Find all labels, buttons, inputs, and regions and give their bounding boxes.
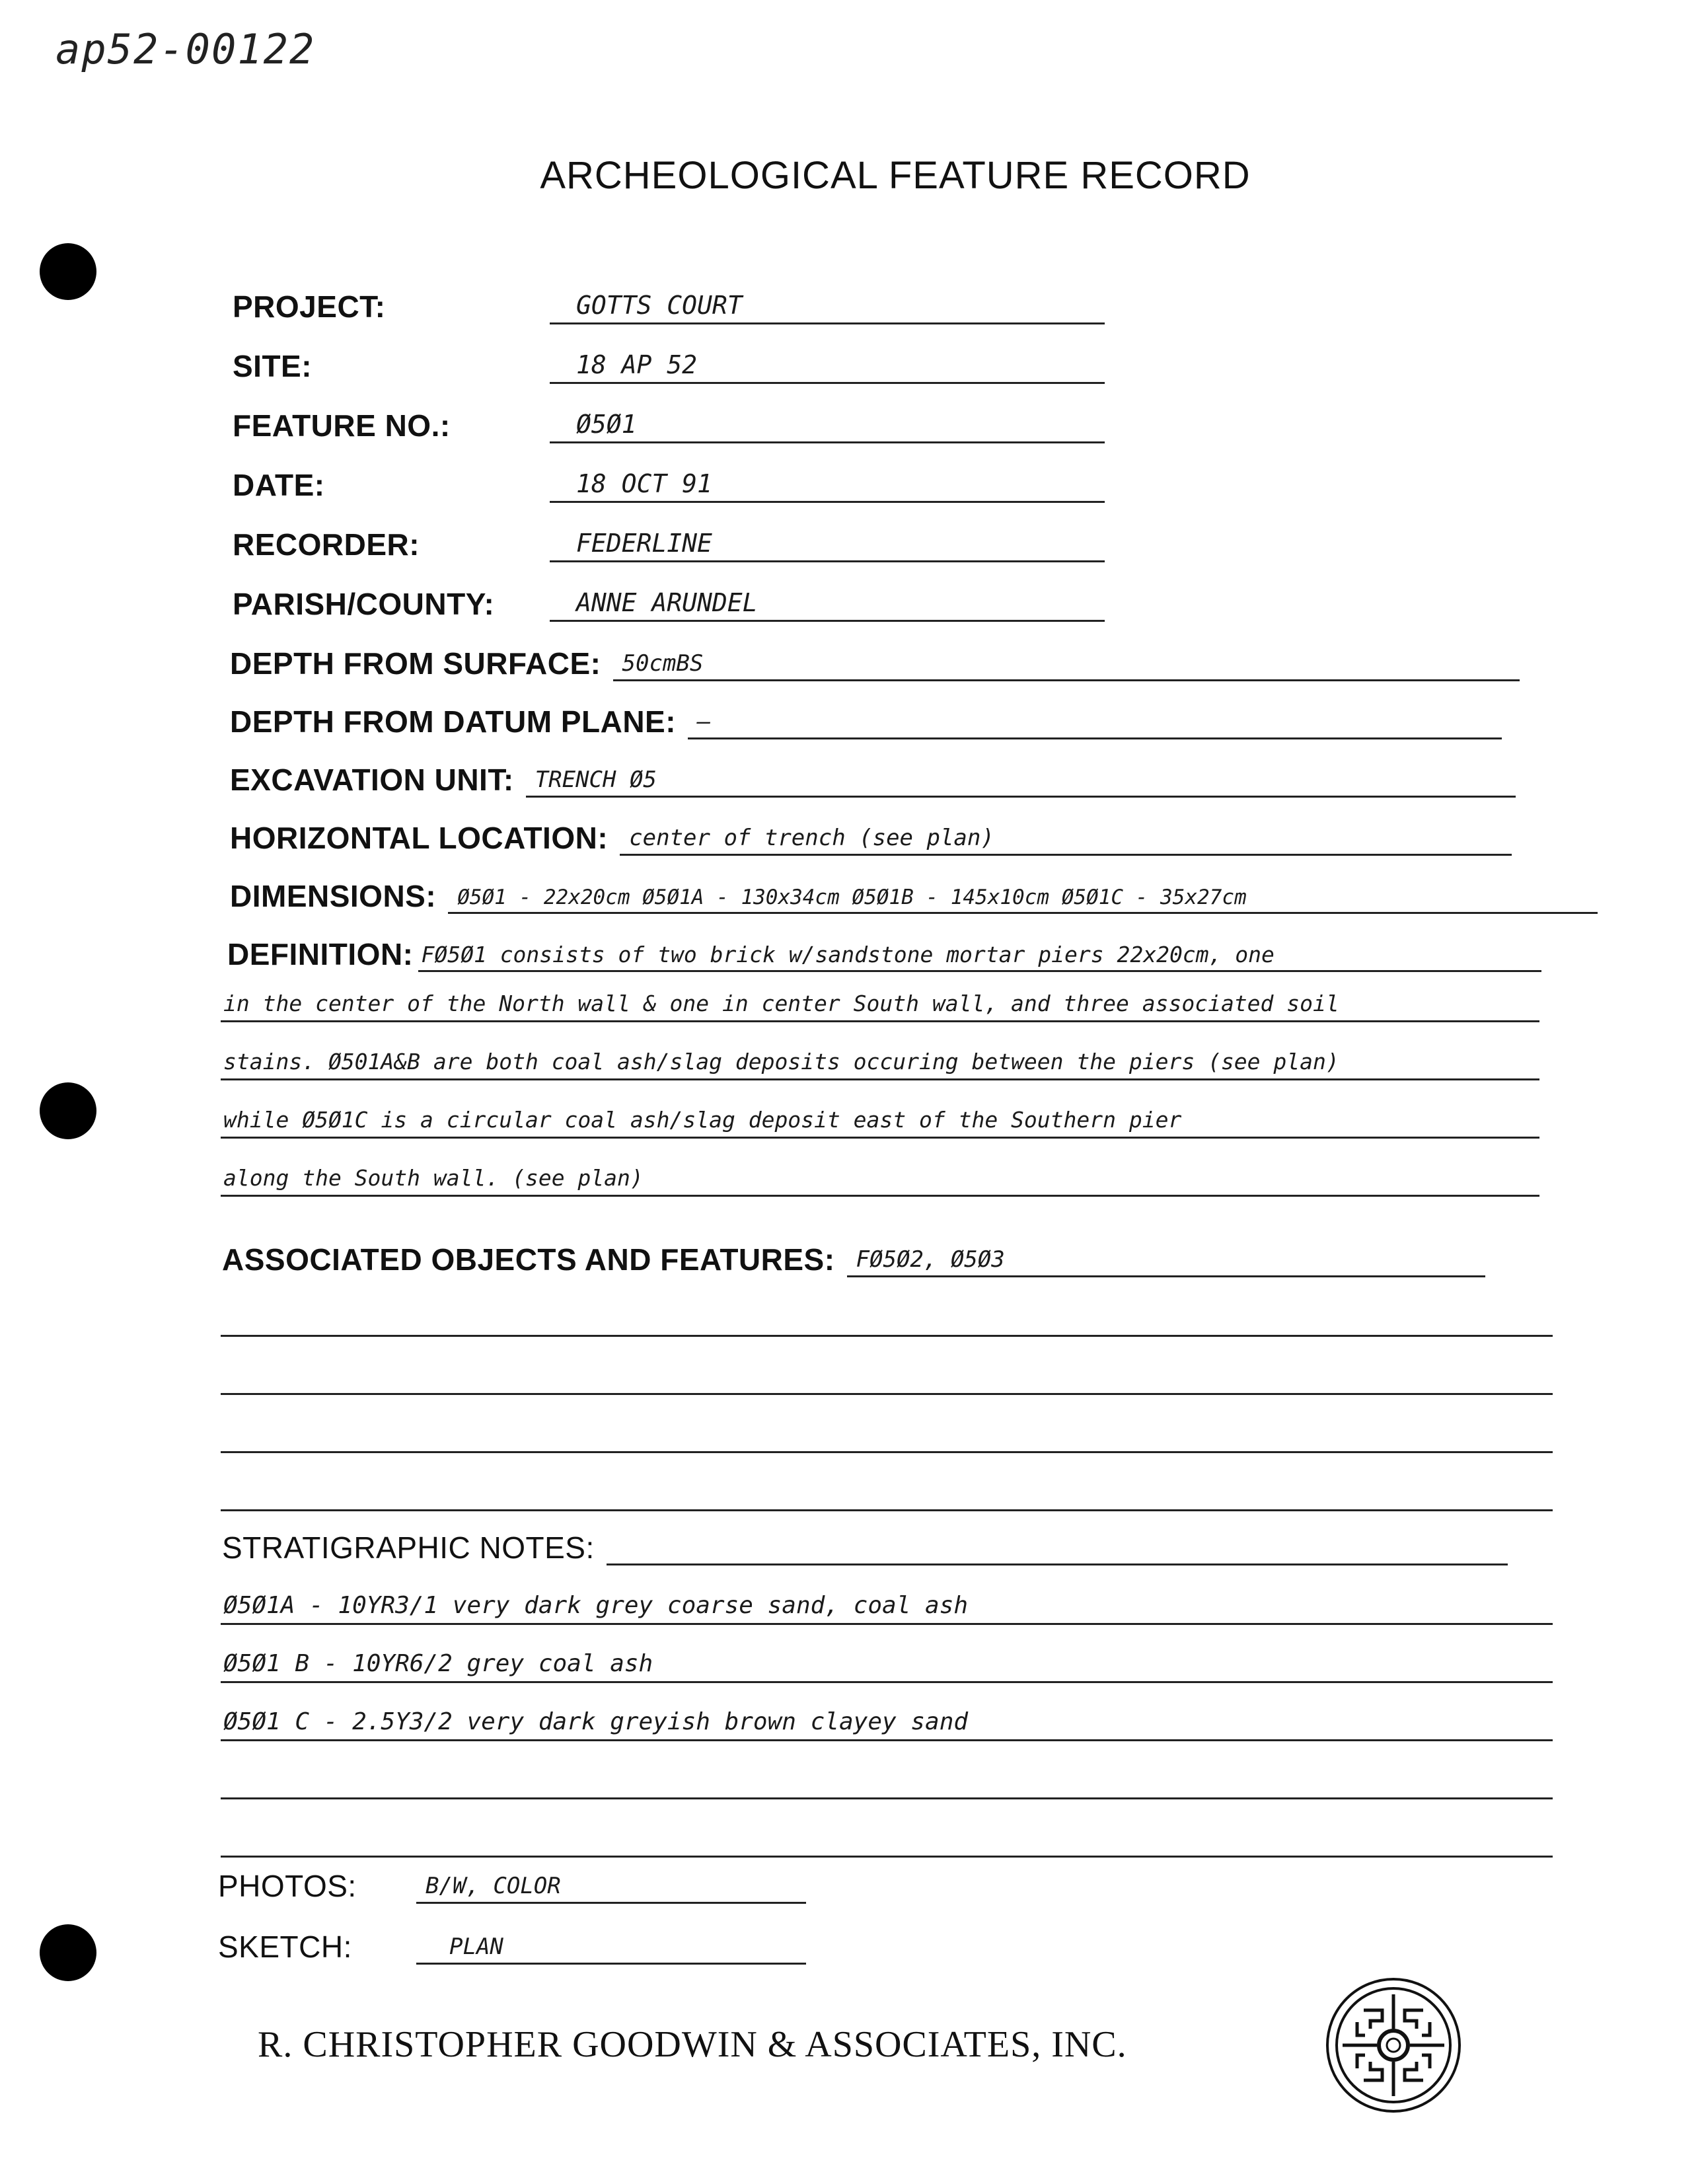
site-label: SITE: xyxy=(233,349,313,383)
horizontal-location-value: center of trench (see plan) xyxy=(629,825,994,851)
project-row xyxy=(233,284,1105,324)
site-value: 18 AP 52 xyxy=(576,350,698,379)
associated-line-1[interactable] xyxy=(221,1279,1553,1337)
feature-no-field[interactable] xyxy=(550,403,1105,443)
project-value: GOTTS COURT xyxy=(576,291,743,320)
depth-surface-row xyxy=(230,641,1520,681)
associated-line-3[interactable] xyxy=(221,1396,1553,1453)
binder-hole-bottom xyxy=(40,1924,96,1981)
depth-surface-value: 50cmBS xyxy=(622,650,704,677)
associated-value: FØ5Ø2, Ø5Ø3 xyxy=(856,1246,1005,1273)
depth-surface-field[interactable] xyxy=(613,641,1520,681)
stratigraphic-line-1[interactable]: Ø5Ø1A - 10YR3/1 very dark grey coarse sand, coal ash xyxy=(221,1567,1553,1625)
document-id: ap52-00122 xyxy=(56,25,316,73)
project-label: PROJECT: xyxy=(233,289,386,324)
feature-no-value: Ø5Ø1 xyxy=(576,410,637,439)
sketch-field[interactable] xyxy=(416,1924,806,1965)
photos-label: PHOTOS: xyxy=(218,1869,357,1903)
excavation-unit-label: EXCAVATION UNIT: xyxy=(230,763,514,797)
binder-hole-middle xyxy=(40,1082,96,1139)
horizontal-location-field[interactable] xyxy=(620,815,1512,856)
parish-county-value: ANNE ARUNDEL xyxy=(576,588,758,617)
stratigraphic-row xyxy=(222,1525,1508,1565)
excavation-unit-row xyxy=(230,757,1516,798)
stratigraphic-line-2[interactable]: Ø5Ø1 B - 10YR6/2 grey coal ash xyxy=(221,1626,1553,1683)
dimensions-label: DIMENSIONS: xyxy=(230,879,437,913)
photos-field[interactable] xyxy=(416,1864,806,1904)
excavation-unit-value: TRENCH Ø5 xyxy=(535,767,657,793)
stratigraphic-line-4[interactable] xyxy=(221,1742,1553,1799)
project-field[interactable] xyxy=(550,284,1105,324)
associated-field[interactable] xyxy=(847,1237,1485,1277)
recorder-row xyxy=(233,522,1105,562)
sketch-row xyxy=(218,1924,806,1965)
definition-line-3[interactable]: stains. Ø501A&B are both coal ash/slag deposits occuring between the piers (see plan) xyxy=(221,1023,1539,1080)
company-logo-icon xyxy=(1324,1976,1463,2115)
feature-no-label: FEATURE NO.: xyxy=(233,408,451,443)
definition-line-5[interactable]: along the South wall. (see plan) xyxy=(221,1139,1539,1197)
depth-datum-row xyxy=(230,699,1502,739)
company-name: R. CHRISTOPHER GOODWIN & ASSOCIATES, INC. xyxy=(258,2024,1127,2065)
stratigraphic-label: STRATIGRAPHIC NOTES: xyxy=(222,1530,595,1565)
stratigraphic-field[interactable] xyxy=(607,1525,1508,1565)
binder-hole-top xyxy=(40,243,96,300)
dimensions-field[interactable] xyxy=(448,874,1598,914)
dimensions-value: Ø5Ø1 - 22x20cm Ø5Ø1A - 130x34cm Ø5Ø1B - 145x10cm Ø5Ø1C - 35x27cm xyxy=(457,885,1247,909)
date-value: 18 OCT 91 xyxy=(576,469,712,498)
parish-county-label: PARISH/COUNTY: xyxy=(233,587,495,621)
definition-line-2[interactable]: in the center of the North wall & one in center South wall, and three associated soil xyxy=(221,965,1539,1022)
recorder-value: FEDERLINE xyxy=(576,529,712,558)
date-field[interactable] xyxy=(550,463,1105,503)
parish-county-field[interactable] xyxy=(550,582,1105,622)
stratigraphic-line-5[interactable] xyxy=(221,1800,1553,1858)
photos-value: B/W, COLOR xyxy=(426,1873,561,1899)
stratigraphic-line-3[interactable]: Ø5Ø1 C - 2.5Y3/2 very dark greyish brown clayey sand xyxy=(221,1684,1553,1741)
horizontal-location-row xyxy=(230,815,1512,856)
associated-line-4[interactable] xyxy=(221,1454,1553,1511)
associated-line-2[interactable] xyxy=(221,1337,1553,1395)
depth-surface-label: DEPTH FROM SURFACE: xyxy=(230,646,601,681)
date-row xyxy=(233,463,1105,503)
feature-no-row xyxy=(233,403,1105,443)
excavation-unit-field[interactable] xyxy=(526,757,1516,798)
page-title: ARCHEOLOGICAL FEATURE RECORD xyxy=(540,154,1251,197)
site-row xyxy=(233,344,1105,384)
associated-label: ASSOCIATED OBJECTS AND FEATURES: xyxy=(222,1242,835,1277)
depth-datum-field[interactable] xyxy=(688,699,1502,739)
date-label: DATE: xyxy=(233,468,325,502)
parish-county-row xyxy=(233,582,1105,622)
definition-line-1[interactable]: FØ5Ø1 consists of two brick w/sandstone mortar piers 22x20cm, one xyxy=(418,932,1541,972)
recorder-label: RECORDER: xyxy=(233,527,420,562)
depth-datum-value: — xyxy=(697,708,711,735)
site-field[interactable] xyxy=(550,344,1105,384)
recorder-field[interactable] xyxy=(550,522,1105,562)
horizontal-location-label: HORIZONTAL LOCATION: xyxy=(230,821,609,855)
dimensions-row xyxy=(230,874,1598,914)
photos-row xyxy=(218,1864,806,1904)
definition-line-4[interactable]: while Ø5Ø1C is a circular coal ash/slag deposit east of the Southern pier xyxy=(221,1081,1539,1139)
associated-row xyxy=(222,1237,1485,1277)
sketch-value: PLAN xyxy=(449,1934,503,1960)
definition-label: DEFINITION: xyxy=(227,937,414,971)
depth-datum-label: DEPTH FROM DATUM PLANE: xyxy=(230,704,677,739)
sketch-label: SKETCH: xyxy=(218,1930,352,1964)
